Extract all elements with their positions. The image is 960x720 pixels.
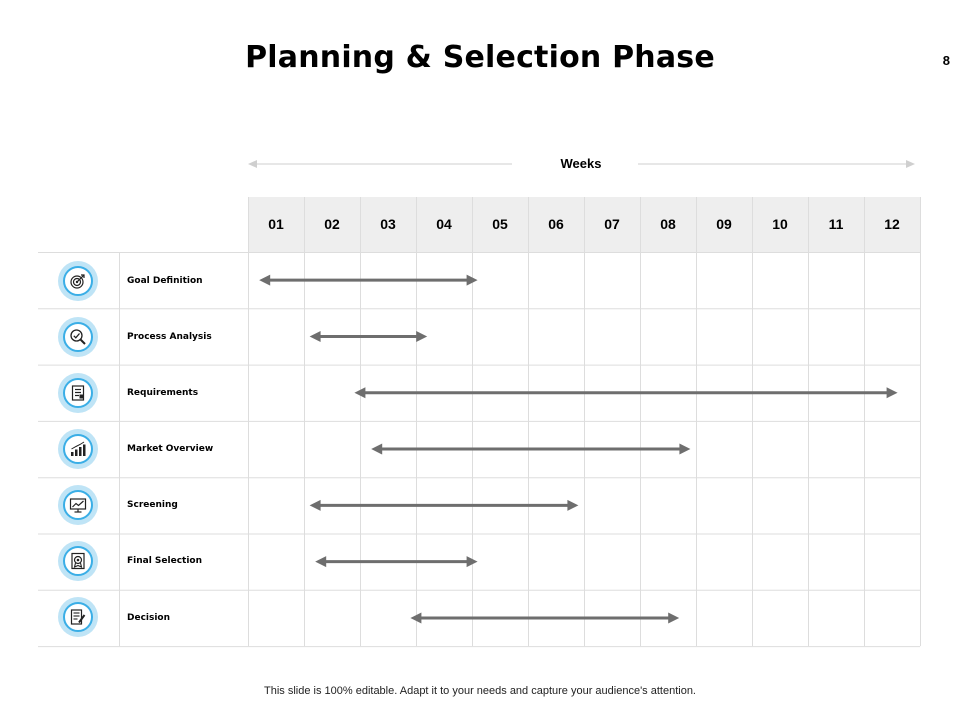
week-header-cell: 12 [884,216,900,232]
gantt-bar-end-arrowhead [416,331,427,342]
gantt-bar-end-arrowhead [887,387,898,398]
monitor-chart-icon [58,485,98,525]
gantt-bar-start-arrowhead [354,387,365,398]
gantt-bar [315,556,477,567]
gantt-bar-start-arrowhead [310,500,321,511]
gantt-bar-start-arrowhead [310,331,321,342]
week-header-cell: 04 [436,216,452,232]
task-label-requirements: Requirements [127,388,199,398]
week-header-cell: 05 [492,216,508,232]
gantt-bar [310,500,579,511]
document-pen-icon [58,597,98,637]
magnifier-check-icon [58,317,98,357]
page-title: Planning & Selection Phase [245,40,715,75]
task-label-decision: Decision [127,613,171,623]
task-label-process-analysis: Process Analysis [127,332,212,342]
gantt-bar [410,612,679,623]
gantt-bar-start-arrowhead [315,556,326,567]
task-label-market-overview: Market Overview [127,444,214,454]
week-header-cell: 02 [324,216,340,232]
gantt-bar-start-arrowhead [371,444,382,455]
award-certificate-icon [58,541,98,581]
week-header-cell: 10 [772,216,788,232]
bar-chart-icon [58,429,98,469]
week-header-cell: 03 [380,216,396,232]
week-header-cell: 06 [548,216,564,232]
week-header-cell: 01 [268,216,284,232]
gantt-bar [354,387,897,398]
gantt-bar-end-arrowhead [668,612,679,623]
gantt-bar [310,331,428,342]
week-header-cell: 08 [660,216,676,232]
week-header-cell: 11 [828,216,844,232]
gantt-bar [371,444,690,455]
task-label-goal-definition: Goal Definition [127,276,203,286]
gantt-bar-end-arrowhead [679,444,690,455]
checklist-icon [58,373,98,413]
gantt-bar-end-arrowhead [567,500,578,511]
week-header-cell: 09 [716,216,732,232]
week-header-cell: 07 [604,216,620,232]
target-icon [58,261,98,301]
footer-note: This slide is 100% editable. Adapt it to your needs and capture your audience's attention. [264,685,696,697]
page-number: 8 [942,53,950,68]
weeks-axis-label: Weeks [560,156,602,171]
task-label-screening: Screening [127,500,178,510]
task-label-final-selection: Final Selection [127,556,203,566]
gantt-bar-start-arrowhead [410,612,421,623]
gantt-bar [259,275,477,286]
gantt-bar-start-arrowhead [259,275,270,286]
